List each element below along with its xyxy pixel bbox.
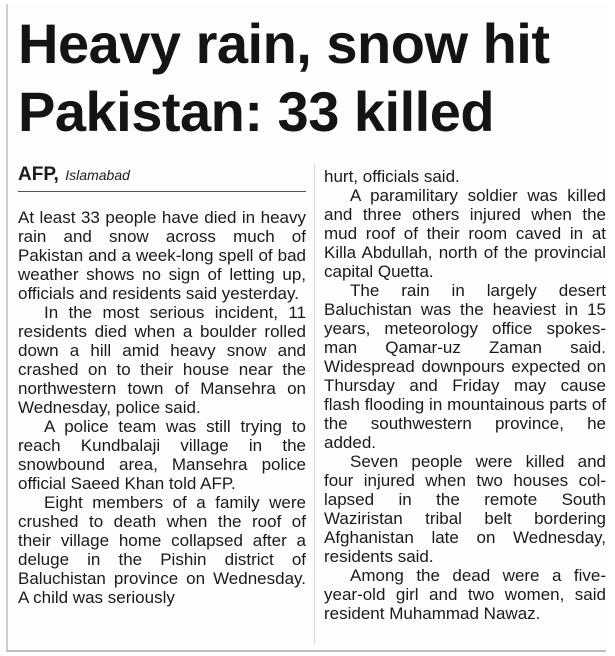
column-divider bbox=[314, 164, 315, 644]
byline-agency: AFP, bbox=[18, 164, 59, 185]
paragraph: The rain in largely desert Baluchistan was the heaviest in 15 years, meteorology office spokes-man Qamar-uz Zaman said. Widespread downpours expected on Thursday and Friday may cause flash flooding in mountainous parts of the southwestern province, he added. bbox=[324, 281, 606, 452]
paragraph: At least 33 people have died in heavy rain and snow across much of Pakistan and a week-long spell of bad weather shows no sign of letting up, officials and residents said yesterday. bbox=[18, 208, 306, 303]
byline-divider bbox=[18, 191, 306, 192]
headline bbox=[18, 10, 608, 146]
paragraph: Eight members of a family were crushed to death when the roof of their village home collapsed after a deluge in the Pishin district of Baluchistan province on Wednesday. A child was seriously bbox=[18, 493, 306, 607]
headline-line-1: Heavy rain, snow hit bbox=[18, 12, 550, 75]
paragraph: A paramilitary soldier was killed and three others injured when the mud roof of their room caved in at Killa Abdullah, north of the provincial capital Quetta. bbox=[324, 186, 606, 281]
article-column-left bbox=[18, 208, 306, 607]
paragraph: A police team was still trying to reach Kundbalaji village in the snowbound area, Mansehra police official Saeed Khan told AFP. bbox=[18, 417, 306, 493]
article-column-right bbox=[324, 167, 606, 623]
paragraph: hurt, officials said. bbox=[324, 167, 460, 186]
paragraph: Seven people were killed and four injured when two houses col-lapsed in the remote South Waziristan tribal belt bordering Afghanistan late on Wednesday, residents said. bbox=[324, 452, 606, 566]
headline-line-2: Pakistan: 33 killed bbox=[18, 80, 495, 143]
byline-location: Islamabad bbox=[65, 167, 130, 183]
byline bbox=[18, 164, 130, 186]
paragraph: Among the dead were a five-year-old girl and two women, said resident Muhammad Nawaz. bbox=[324, 566, 606, 623]
paragraph: In the most serious incident, 11 residents died when a boulder rolled down a hill amid heavy snow and crashed on to their house near the northwestern town of Mansehra on Wednesday, police said. bbox=[18, 303, 306, 417]
newspaper-clipping bbox=[6, 4, 606, 652]
